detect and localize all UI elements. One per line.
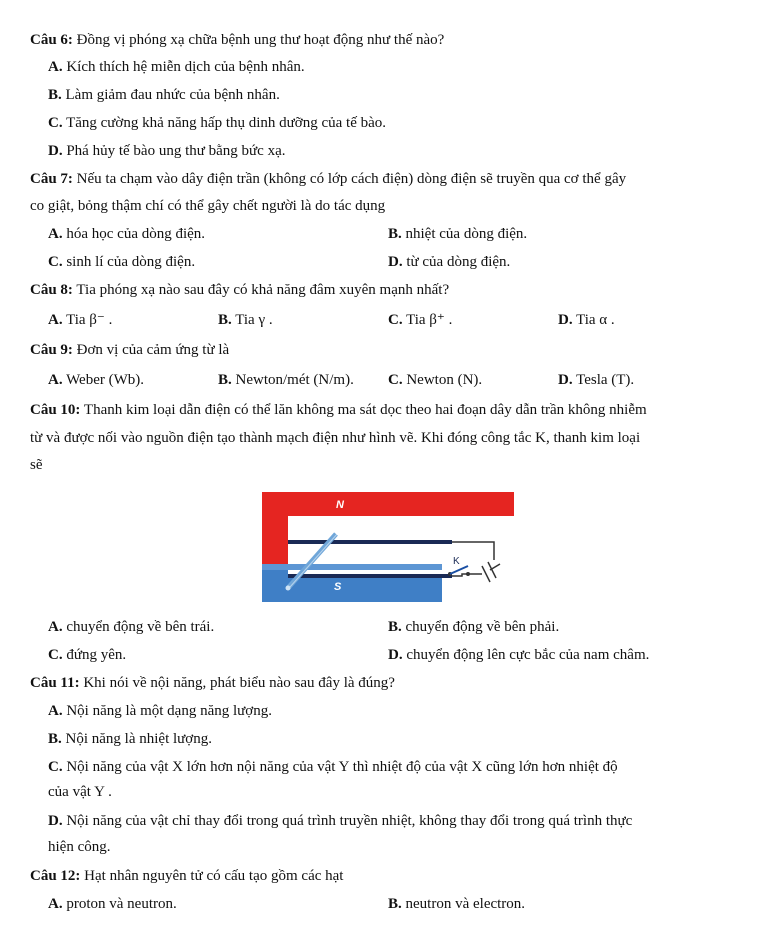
q6-option-c[interactable] (48, 113, 386, 133)
q9-option-b[interactable] (218, 370, 354, 390)
q12-stem (30, 866, 343, 886)
south-label: S (334, 581, 342, 593)
option-text: Tia β⁻ . (66, 312, 113, 328)
q7-option-d[interactable] (388, 252, 510, 272)
q10-stem-line3: sẽ (30, 457, 43, 473)
option-text: Tia β⁺ . (406, 312, 453, 328)
option-key: B. (48, 731, 62, 747)
option-key: C. (48, 115, 63, 131)
q10-stem-line1 (30, 400, 647, 420)
q11-text: Khi nói về nội năng, phát biểu nào sau đây là đúng? (83, 675, 395, 691)
option-text: chuyển động lên cực bắc của nam châm. (406, 647, 650, 663)
option-text: Nội năng của vật X lớn hơn nội năng của vật Y thì nhiệt độ của vật X cũng lớn hơn nhiệt độ (66, 759, 618, 775)
q12-option-a[interactable] (48, 894, 177, 914)
magnet-south-shade (262, 564, 442, 570)
q7-option-a[interactable] (48, 224, 205, 244)
q11-option-d-continued: hiện công. (48, 839, 111, 855)
option-text: nhiệt của dòng điện. (405, 226, 528, 242)
q6-option-a[interactable] (48, 57, 305, 77)
magnet-circuit-figure (252, 480, 522, 606)
q10-option-b[interactable] (388, 617, 559, 637)
option-key: A. (48, 896, 63, 912)
option-key: A. (48, 703, 63, 719)
q6-option-d[interactable] (48, 141, 285, 161)
option-text: chuyển động về bên trái. (66, 619, 215, 635)
q7-stem-line1 (30, 169, 626, 189)
option-text: từ của dòng điện. (406, 254, 511, 270)
q7-text-line1: Nếu ta chạm vào dây điện trần (không có lớp cách điện) dòng điện sẽ truyền qua cơ thể gây (76, 171, 627, 187)
q6-text: Đồng vị phóng xạ chữa bệnh ung thư hoạt động như thế nào? (76, 32, 445, 48)
option-key: D. (388, 254, 403, 270)
option-key: A. (48, 372, 63, 388)
q8-option-a[interactable] (48, 310, 112, 330)
q9-option-a[interactable] (48, 370, 144, 390)
q6-stem (30, 30, 444, 50)
option-text: Nội năng của vật chỉ thay đổi trong quá trình truyền nhiệt, không thay đổi trong quá trình thực (66, 813, 633, 829)
switch-label: K (453, 556, 460, 567)
q8-option-d[interactable] (558, 310, 615, 330)
q11-option-c[interactable] (48, 757, 618, 777)
option-text: Tăng cường khả năng hấp thụ dinh dưỡng của tế bào. (66, 115, 387, 131)
q11-option-d[interactable] (48, 811, 632, 831)
q9-option-d[interactable] (558, 370, 634, 390)
option-text: Làm giảm đau nhức của bệnh nhân. (65, 87, 280, 103)
option-key: D. (558, 312, 573, 328)
north-label: N (336, 499, 344, 511)
option-text: Tia α . (576, 312, 615, 328)
option-key: B. (218, 372, 232, 388)
q12-text: Hạt nhân nguyên tử có cấu tạo gồm các hạt (84, 868, 344, 884)
rod-end-icon (286, 586, 291, 591)
q11-stem (30, 673, 395, 693)
option-text: Kích thích hệ miễn dịch của bệnh nhân. (66, 59, 305, 75)
q11-label: Câu 11: (30, 675, 80, 691)
q7-stem-line2: co giật, bỏng thậm chí có thể gây chết người là do tác dụng (30, 198, 386, 214)
q10-option-a[interactable] (48, 617, 214, 637)
option-text: Nội năng là một dạng năng lượng. (66, 703, 272, 719)
option-key: B. (388, 226, 402, 242)
q7-label: Câu 7: (30, 171, 73, 187)
option-text: Tia γ . (235, 312, 273, 328)
switch-k-icon (450, 566, 468, 574)
option-key: D. (558, 372, 573, 388)
option-text: Weber (Wb). (66, 372, 144, 388)
q9-option-c[interactable] (388, 370, 482, 390)
option-text: Newton (N). (406, 372, 483, 388)
option-key: B. (48, 87, 62, 103)
option-key: C. (48, 759, 63, 775)
q10-stem-line2: từ và được nối vào nguồn điện tạo thành mạch điện như hình vẽ. Khi đóng công tắc K, thanh kim loại (30, 430, 641, 446)
q10-label: Câu 10: (30, 402, 81, 418)
q10-option-c[interactable] (48, 645, 126, 665)
q8-stem (30, 280, 449, 300)
option-key: C. (388, 372, 403, 388)
q12-label: Câu 12: (30, 868, 81, 884)
battery-plate-icon (488, 562, 496, 578)
option-text: proton và neutron. (66, 896, 177, 912)
option-key: C. (48, 254, 63, 270)
option-text: Nội năng là nhiệt lượng. (65, 731, 212, 747)
option-key: C. (48, 647, 63, 663)
option-key: A. (48, 59, 63, 75)
switch-contact-icon (466, 572, 470, 576)
q7-option-c[interactable] (48, 252, 195, 272)
q12-option-b[interactable] (388, 894, 525, 914)
q11-option-b[interactable] (48, 729, 212, 749)
option-text: Tesla (T). (576, 372, 635, 388)
option-key: D. (388, 647, 403, 663)
option-key: A. (48, 619, 63, 635)
option-text: sinh lí của dòng điện. (66, 254, 196, 270)
q7-option-b[interactable] (388, 224, 527, 244)
option-key: B. (388, 896, 402, 912)
option-key: D. (48, 813, 63, 829)
option-text: đứng yên. (66, 647, 127, 663)
q8-text: Tia phóng xạ nào sau đây có khả năng đâm xuyên mạnh nhất? (76, 282, 450, 298)
battery-wire-icon (490, 564, 500, 570)
q6-label: Câu 6: (30, 32, 73, 48)
option-text: neutron và electron. (405, 896, 526, 912)
q11-option-c-continued: của vật Y . (48, 784, 112, 800)
option-key: C. (388, 312, 403, 328)
q8-option-c[interactable] (388, 310, 452, 330)
q6-option-b[interactable] (48, 85, 280, 105)
option-text: hóa học của dòng điện. (66, 226, 206, 242)
q9-label: Câu 9: (30, 342, 73, 358)
option-text: chuyển động về bên phải. (405, 619, 560, 635)
option-text: Phá hủy tế bào ung thư bằng bức xạ. (66, 143, 286, 159)
q10-option-d[interactable] (388, 645, 649, 665)
q8-option-b[interactable] (218, 310, 273, 330)
q10-text-line1: Thanh kim loại dẫn điện có thể lăn không ma sát dọc theo hai đoạn dây dẫn trần không nhiễm (83, 402, 647, 418)
option-key: D. (48, 143, 63, 159)
option-key: A. (48, 312, 63, 328)
q11-option-a[interactable] (48, 701, 272, 721)
q8-label: Câu 8: (30, 282, 73, 298)
q9-stem (30, 340, 229, 360)
battery-plate-icon (482, 566, 490, 582)
magnet-north-pole (262, 492, 514, 564)
option-text: Newton/mét (N/m). (235, 372, 354, 388)
option-key: B. (218, 312, 232, 328)
option-key: A. (48, 226, 63, 242)
q9-text: Đơn vị của cảm ứng từ là (76, 342, 230, 358)
option-key: B. (388, 619, 402, 635)
